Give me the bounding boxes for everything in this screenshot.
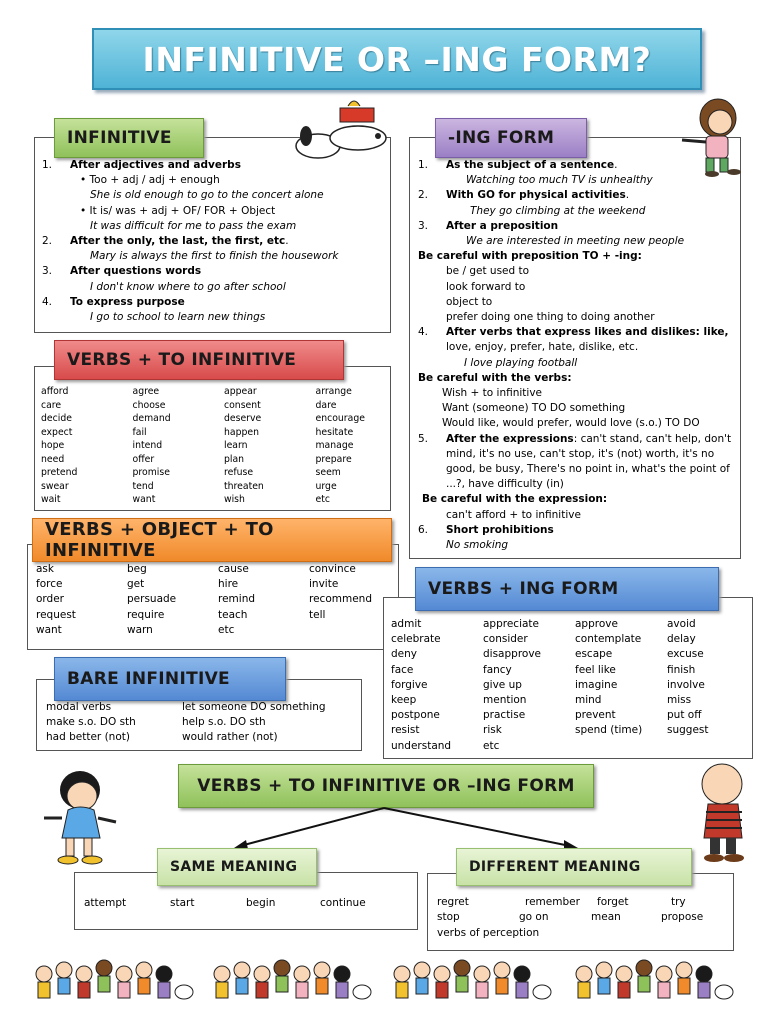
verb-word: etc xyxy=(483,739,500,752)
verb-word: tend xyxy=(132,480,154,492)
verbs-object-infinitive-heading: VERBS + OBJECT + TO INFINITIVE xyxy=(32,518,392,562)
verb-word: avoid xyxy=(667,618,696,630)
verb-word: risk xyxy=(483,724,502,737)
verb-word: give up xyxy=(483,678,522,691)
verb-word: etc xyxy=(315,494,330,505)
verb-word: want xyxy=(36,623,62,636)
linus-illustration xyxy=(688,758,760,866)
verb-word: pretend xyxy=(41,467,78,478)
verb-word: imagine xyxy=(575,678,618,691)
verb-word: plan xyxy=(224,453,245,465)
verb-word: encourage xyxy=(315,413,365,424)
verb-word: promise xyxy=(132,467,170,478)
verb-word: decide xyxy=(41,413,72,424)
same-meaning-heading: SAME MEANING xyxy=(157,848,317,886)
peppermint-patty-illustration xyxy=(676,96,748,178)
verb-word: persuade xyxy=(127,593,177,606)
verb-word: deny xyxy=(391,648,417,661)
verb-word: teach xyxy=(218,608,248,621)
verb-word: afford xyxy=(41,386,69,397)
verb-word: force xyxy=(36,578,63,591)
verb-word: choose xyxy=(132,399,166,411)
verb-word: spend (time) xyxy=(575,724,643,737)
verb-word: suggest xyxy=(667,724,709,737)
different-meaning-heading: DIFFERENT MEANING xyxy=(456,848,692,886)
verb-word: put off xyxy=(667,709,702,722)
bare-infinitive-left: modal verbs make s.o. DO sth had better (not) xyxy=(46,701,136,744)
verb-word: warn xyxy=(127,623,153,636)
peanuts-group-illustration-4 xyxy=(570,952,735,1014)
verb-word: feel like xyxy=(575,663,616,676)
verb-word: learn xyxy=(224,440,248,451)
verb-word: disapprove xyxy=(483,648,542,661)
verb-word xyxy=(575,739,667,754)
verb-word: require xyxy=(127,608,165,621)
page-title-banner xyxy=(92,28,702,90)
verb-word: escape xyxy=(575,648,613,661)
verb-word: admit xyxy=(391,618,422,630)
verbs-ing-heading: VERBS + ING FORM xyxy=(415,567,719,611)
page-title: INFINITIVE OR –ING FORM? xyxy=(142,39,652,79)
verb-word: consent xyxy=(224,399,261,411)
lucy-illustration xyxy=(40,766,120,870)
verb-word: order xyxy=(36,593,64,606)
verb-word: understand xyxy=(391,739,452,752)
verb-word: contemplate xyxy=(575,633,642,646)
both-forms-heading: VERBS + TO INFINITIVE OR –ING FORM xyxy=(178,764,594,808)
verb-word: convince xyxy=(309,563,356,575)
verb-word: care xyxy=(41,399,62,411)
peanuts-group-illustration-2 xyxy=(208,952,373,1014)
verb-word: practise xyxy=(483,709,526,722)
verb-word: ask xyxy=(36,563,54,575)
verb-word: fail xyxy=(132,426,147,438)
verb-word: hire xyxy=(218,578,239,591)
verb-word: expect xyxy=(41,426,73,438)
verb-word: dare xyxy=(315,399,337,411)
verb-word: seem xyxy=(315,467,341,478)
verb-word: agree xyxy=(132,386,160,397)
verb-word: tell xyxy=(309,608,326,621)
verbs-to-infinitive-list xyxy=(41,385,407,507)
branch-arrows xyxy=(220,806,590,852)
verbs-to-infinitive-heading: VERBS + TO INFINITIVE xyxy=(54,340,344,380)
verb-word: hesitate xyxy=(315,426,354,438)
verb-word: need xyxy=(41,453,65,465)
verb-word: consider xyxy=(483,633,528,646)
verb-word: want xyxy=(132,494,156,505)
peanuts-group-illustration-3 xyxy=(388,952,553,1014)
verb-word: etc xyxy=(218,623,235,636)
verb-word: miss xyxy=(667,694,692,707)
verb-word: remind xyxy=(218,593,256,606)
verb-word: celebrate xyxy=(391,633,441,646)
verb-word: prevent xyxy=(575,709,616,722)
verb-word: threaten xyxy=(224,480,264,492)
verb-word: appreciate xyxy=(483,618,540,630)
verb-word: hope xyxy=(41,440,65,451)
bare-infinitive-heading: BARE INFINITIVE xyxy=(54,657,286,701)
verb-word: deserve xyxy=(224,413,262,424)
verb-word: offer xyxy=(132,453,155,465)
verb-word: refuse xyxy=(224,467,254,478)
verb-word: request xyxy=(36,608,76,621)
verb-word: fancy xyxy=(483,663,512,676)
verb-word: excuse xyxy=(667,648,704,661)
verb-word: delay xyxy=(667,633,696,646)
verb-word: beg xyxy=(127,563,147,575)
verb-word xyxy=(667,739,759,754)
infinitive-heading: INFINITIVE xyxy=(54,118,204,158)
verb-word: finish xyxy=(667,663,696,676)
verb-word: intend xyxy=(132,440,163,451)
verb-word: swear xyxy=(41,480,69,492)
verb-word: involve xyxy=(667,678,705,691)
snoopy-doghouse-illustration xyxy=(288,96,392,164)
verb-word: resist xyxy=(391,724,420,737)
ing-form-heading: -ING FORM xyxy=(435,118,587,158)
verb-word: mention xyxy=(483,694,527,707)
verb-word: keep xyxy=(391,694,417,707)
verbs-ing-list xyxy=(391,617,759,754)
verbs-object-infinitive-list xyxy=(36,562,400,638)
bare-infinitive-right: let someone DO something help s.o. DO sth would rather (not) xyxy=(182,701,326,744)
verb-word: approve xyxy=(575,618,618,630)
verb-word: wait xyxy=(41,494,61,505)
verb-word: cause xyxy=(218,563,249,575)
verb-word: urge xyxy=(315,480,337,492)
verb-word: appear xyxy=(224,386,257,397)
verb-word: recommend xyxy=(309,593,372,606)
verb-word: prepare xyxy=(315,453,352,465)
verb-word: demand xyxy=(132,413,171,424)
verb-word: forgive xyxy=(391,678,428,691)
verb-word: get xyxy=(127,578,145,591)
infinitive-rules: 1. After adjectives and adverbs • Too + adj / adj + enough She is old enough to go to the concert alone • It is/ was + adj + OF/ FOR + Object It was difficult for me to pass the exam 2. After the only, the last, the first, etc. Mary is always the first to finish the housework 3. After questions words I don't know where to go after school 4. To express purpose I go to school to learn new things xyxy=(42,159,339,324)
verb-word: manage xyxy=(315,440,354,451)
verb-word: invite xyxy=(309,578,339,591)
verb-word: face xyxy=(391,663,414,676)
different-meaning-list: regret remember forget try stop go on mean propose verbs of perception xyxy=(437,896,704,939)
verb-word: mind xyxy=(575,694,602,707)
verb-word: wish xyxy=(224,494,245,505)
ing-form-rules: 1. As the subject of a sentence. Watching too much TV is unhealthy 2. With GO for physical activities. They go climbing at the weekend 3. After a preposition We are interested in meeting new people Be careful with preposition TO + -ing: be / get used to look forward to object to prefer doing one thing to doing another 4. After verbs that express likes and dislikes: like, love, enjoy, prefer, hate, dislike, etc. I love playing football Be careful with the verbs: Wish + to infinitive Want (someone) TO DO something Would like, would prefer, would love (s.o.) TO DO 5. After the expressions: can't stand, can't help, don't mind, it's no use, can't stop, it's (not) worth, it's no good, be busy, There's no point in, what's the point of ...?, have difficulty (in) Be careful with the expression: can't afford + to infinitive 6. Short prohibitions No smoking xyxy=(418,159,732,552)
peanuts-group-illustration-1 xyxy=(30,952,195,1014)
verb-word: happen xyxy=(224,426,260,438)
verb-word: arrange xyxy=(315,386,352,397)
verb-word: postpone xyxy=(391,709,440,722)
